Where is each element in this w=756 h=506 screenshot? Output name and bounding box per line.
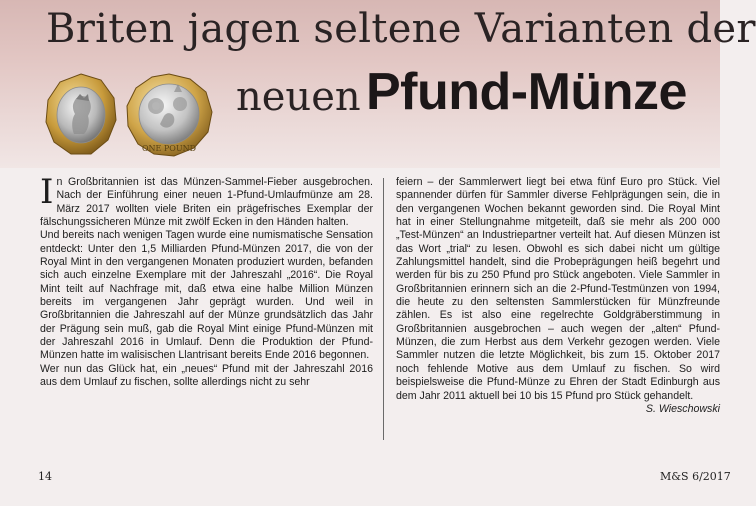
coin-reverse-legend: ONE POUND <box>141 144 197 153</box>
column-divider <box>383 178 384 440</box>
paragraph-lucky-find: Wer nun das Glück hat, ein „neues“ Pfund mit der Jahreszahl 2016 aus dem Umlauf zu fischen, sollte allerdings nicht zu sehr <box>40 362 373 389</box>
headline-line-2-prefix: neuen <box>236 74 361 120</box>
coin-reverse-image <box>124 72 214 160</box>
article-column-left <box>40 172 373 390</box>
paragraph-intro-text: n Großbritannien ist das Münzen-Sammel-Fieber ausgebrochen. Nach der Einführung einer neuen 1-Pfund-Umlaufmünze am 28. März 2017 wollten viele Briten ein prägefrisches Exemplar der fälschungssicheren Münze mit zwölf Ecken in den Händen halten. <box>40 176 373 229</box>
paragraph-continuation-text: feiern – der Sammlerwert liegt bei etwa fünf Euro pro Stück. Viel spannender dürfen für Sammler diverse Fehlprägungen sein, die in den vergangenen Wochen bekannt geworden sind. Die Royal Mint hat in einer Stellungnahme mitgeteilt, daß sie mehr als 200 000 „Test-Münzen“ an Industriepartner verteilt hat. Auf diesen Münzen ist das Wort „trial“ zu lesen. Obwohl es sich dabei nicht um gültige Zahlungsmittel handelt, sind die Probeprägungen heiß begehrt und werden für bis zu 250 Pfund pro Stück angeboten. Viele Sammler in Großbritannien erinnern sich an die 2-Pfund-Testmünzen von 1994, die heute zu den seltensten Sammlerstücken für Münzfreunde zählen. Es ist also eine regelrechte Goldgräberstimmung in Großbritannien ausgebrochen – auch wegen der „alten“ Pfund-Münzen, die zum Herbst aus dem Verkehr gezogen werden. Viele Sammler nutzen die letzte Möglichkeit, bis zum 15. Oktober 2017 noch fehlende Motive aus dem Umlauf zu fischen. So wird beispielsweise die Pfund-Münze zu Ehren der Stadt Edinburgh aus dem Jahr 2011 aktuell bei 10 bis 15 Pfund pro Stück gehandelt. <box>396 176 720 402</box>
issue-label: M&S 6/2017 <box>660 470 731 483</box>
coin-obverse-image <box>44 72 118 160</box>
paragraph-intro <box>40 172 373 229</box>
headline-line-2-emphasis: Pfund-Münze <box>366 63 687 121</box>
article-column-right <box>396 176 720 416</box>
page-number: 14 <box>38 470 52 483</box>
drop-cap: I <box>40 172 54 212</box>
paragraph-sensation: Und bereits nach wenigen Tagen wurde eine numismatische Sensation entdeckt: Unter den 1,5 Milliarden Pfund-Münzen 2017, die von der Royal Mint in den vergangenen Monaten produziert wurden, befanden sich auch einzelne Exemplare mit der Jahreszahl „2016“. Die Royal Mint teilt auf Nachfrage mit, daß etwa eine halbe Million Münzen bereits im vergangenen Jahr geprägt wurden. Und weil in Großbritannien die Jahreszahl auf der Münze grundsätzlich das Jahr der Prägung sein muß, gab die Royal Mint einige Pfund-Münzen mit der Jahreszahl 2016 in Umlauf. Denn die Produktion der Pfund-Münzen hatte im walisischen Llantrisant bereits Ende 2016 begonnen. <box>40 229 373 362</box>
headline-line-1: Briten jagen seltene Varianten der <box>46 6 756 52</box>
paragraph-continuation <box>396 176 720 415</box>
author-signature: S. Wieschowski <box>645 402 720 415</box>
